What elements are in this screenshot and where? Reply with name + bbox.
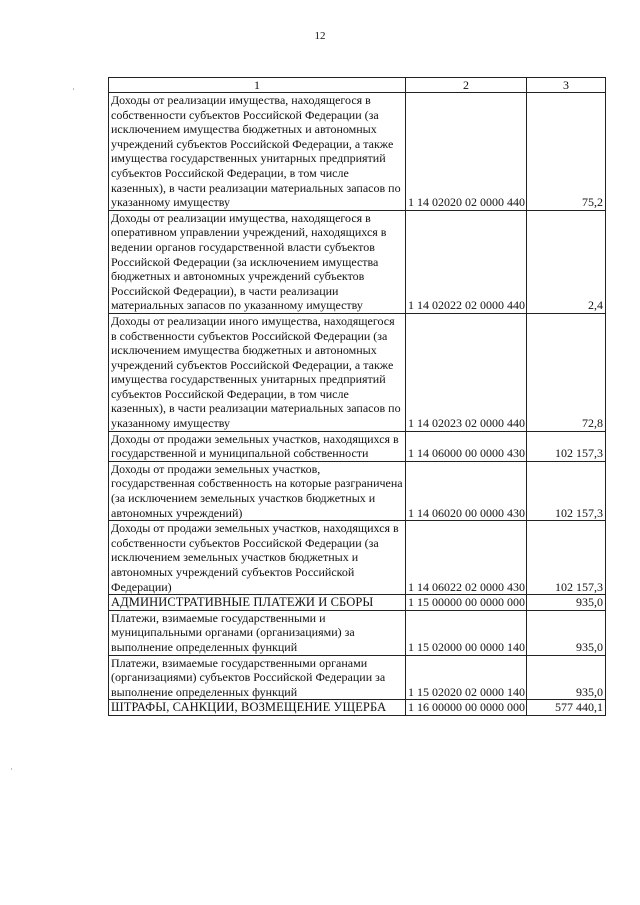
revenue-name-cell: Платежи, взимаемые государственными органами (организациями) субъектов Российской Федерации за выполнение определенных функций <box>109 655 406 700</box>
column-header-sum: 3 <box>527 78 606 93</box>
page-number: 12 <box>314 30 326 42</box>
revenue-sum-cell: 935,0 <box>527 595 606 611</box>
revenue-sum-cell: 577 440,1 <box>527 700 606 716</box>
table-header-row <box>109 78 606 93</box>
revenue-sum-cell: 935,0 <box>527 655 606 700</box>
revenue-sum-cell: 102 157,3 <box>527 461 606 520</box>
revenue-code-cell: 1 14 02023 02 0000 440 <box>406 313 527 431</box>
table-row <box>109 655 606 700</box>
revenue-name-cell: Доходы от продажи земельных участков, государственная собственность на которые разграничена (за исключением земельных участков бюджетных и автономных учреждений) <box>109 461 406 520</box>
revenue-name-cell: Доходы от продажи земельных участков, находящихся в государственной и муниципальной собственности <box>109 431 406 461</box>
revenue-sum-cell: 2,4 <box>527 210 606 313</box>
section-name-cell: ШТРАФЫ, САНКЦИИ, ВОЗМЕЩЕНИЕ УЩЕРБА <box>109 700 406 716</box>
section-name-cell: АДМИНИСТРАТИВНЫЕ ПЛАТЕЖИ И СБОРЫ <box>109 595 406 611</box>
revenue-code-cell: 1 16 00000 00 0000 000 <box>406 700 527 716</box>
revenue-name-cell: Доходы от реализации имущества, находящегося в оперативном управлении учреждений, находящихся в ведении органов государственной власти субъектов Российской Федерации (за исключением имущества бюджетных и автономных учреждений субъектов Российской Федерации), в части реализации материальных запасов по указанному имуществу <box>109 210 406 313</box>
revenue-name-cell: Доходы от реализации иного имущества, находящегося в собственности субъектов Российской Федерации (за исключением имущества бюджетных и автономных учреждений субъектов Российской Федерации, а также имущества государственных унитарных предприятий субъектов Российской Федерации, в том числе казенных), в части реализации материальных запасов по указанному имуществу <box>109 313 406 431</box>
table-row <box>109 431 606 461</box>
revenue-code-cell: 1 15 02000 00 0000 140 <box>406 610 527 655</box>
revenue-name-cell: Доходы от продажи земельных участков, находящихся в собственности субъектов Российской Федерации (за исключением земельных участков бюджетных и автономных учреждений субъектов Российской Федерации) <box>109 521 406 595</box>
revenue-code-cell: 1 14 06020 00 0000 430 <box>406 461 527 520</box>
revenue-code-cell: 1 15 02020 02 0000 140 <box>406 655 527 700</box>
column-header-code: 2 <box>406 78 527 93</box>
revenue-sum-cell: 75,2 <box>527 93 606 211</box>
table-row-section <box>109 700 606 716</box>
revenue-code-cell: 1 14 06022 02 0000 430 <box>406 521 527 595</box>
table-row <box>109 461 606 520</box>
revenue-code-cell: 1 14 02022 02 0000 440 <box>406 210 527 313</box>
table-row <box>109 210 606 313</box>
table-row <box>109 521 606 595</box>
revenue-sum-cell: 935,0 <box>527 610 606 655</box>
table-row <box>109 313 606 431</box>
revenue-table <box>108 77 606 716</box>
revenue-name-cell: Платежи, взимаемые государственными и муниципальными органами (организациями) за выполнение определенных функций <box>109 610 406 655</box>
scan-mark <box>11 768 12 770</box>
table-row <box>109 93 606 211</box>
revenue-sum-cell: 102 157,3 <box>527 431 606 461</box>
revenue-sum-cell: 102 157,3 <box>527 521 606 595</box>
revenue-name-cell: Доходы от реализации имущества, находящегося в собственности субъектов Российской Федерации (за исключением имущества бюджетных и автономных учреждений субъектов Российской Федерации, а также имущества государственных унитарных предприятий субъектов Российской Федерации, в том числе казенных), в части реализации материальных запасов по указанному имуществу <box>109 93 406 211</box>
table-row-section <box>109 595 606 611</box>
table-row <box>109 610 606 655</box>
revenue-sum-cell: 72,8 <box>527 313 606 431</box>
revenue-code-cell: 1 15 00000 00 0000 000 <box>406 595 527 611</box>
revenue-code-cell: 1 14 06000 00 0000 430 <box>406 431 527 461</box>
revenue-code-cell: 1 14 02020 02 0000 440 <box>406 93 527 211</box>
scan-mark <box>73 88 74 90</box>
column-header-name: 1 <box>109 78 406 93</box>
